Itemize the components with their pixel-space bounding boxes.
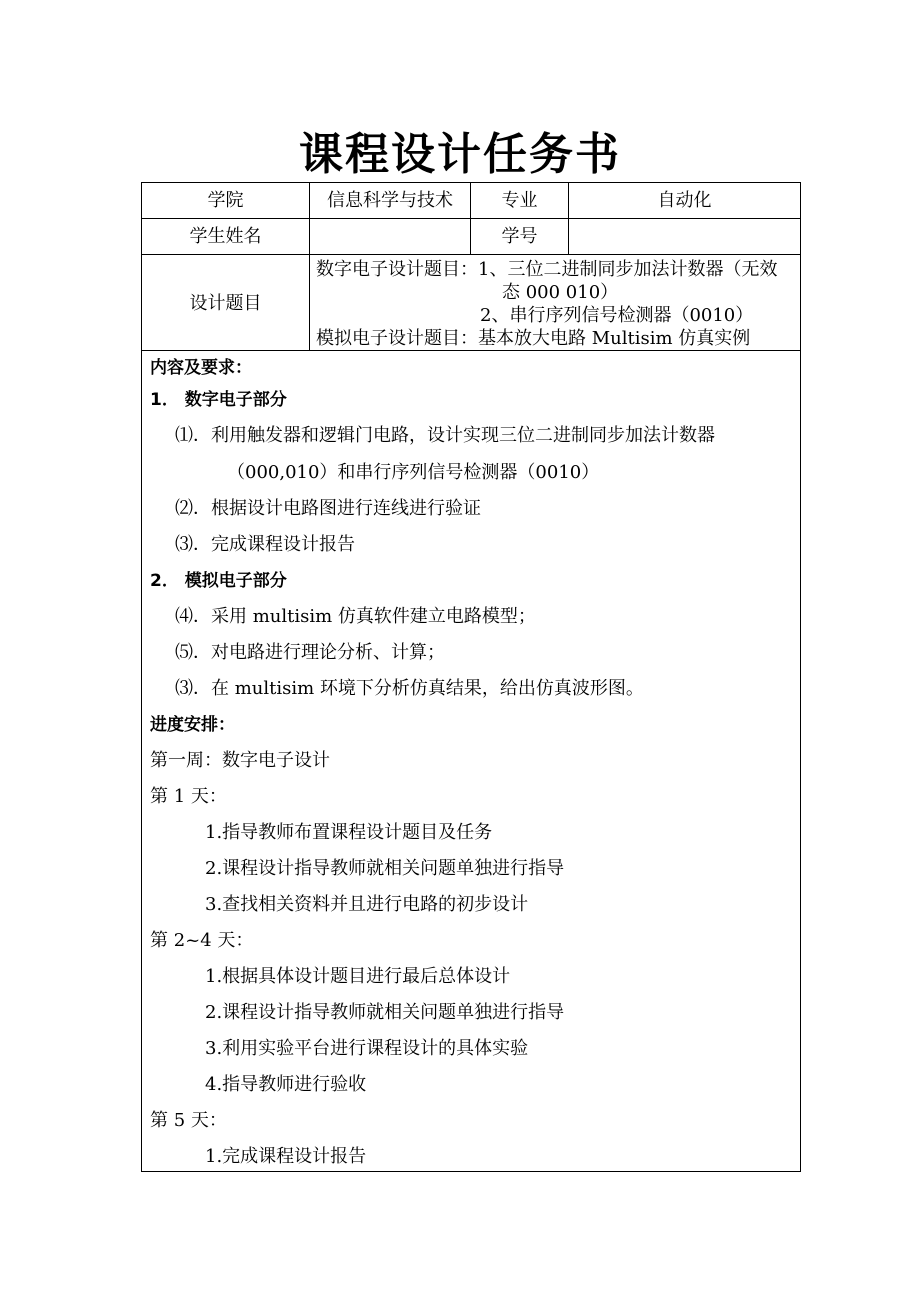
- content-heading: 内容及要求：: [150, 358, 252, 378]
- schedule-week: 第一周：数字电子设计: [150, 750, 330, 771]
- task-table: [141, 182, 801, 1172]
- page-title: 课程设计任务书: [299, 129, 621, 180]
- schedule-item: 3.利用实验平台进行课程设计的具体实验: [205, 1038, 529, 1059]
- schedule-heading: 进度安排：: [150, 715, 235, 735]
- requirement-item: ⑵．根据设计电路图进行连线进行验证: [175, 498, 481, 519]
- requirement-item: ⑷．采用 multisim 仿真软件建立电路模型；: [175, 606, 536, 627]
- major-label: 专业: [501, 190, 538, 211]
- schedule-item: 1.完成课程设计报告: [205, 1146, 367, 1167]
- schedule-item: 4.指导教师进行验收: [205, 1074, 367, 1095]
- topic-line: 模拟电子设计题目：基本放大电路 Multisim 仿真实例: [316, 328, 751, 349]
- schedule-item: 1.根据具体设计题目进行最后总体设计: [205, 966, 511, 987]
- section-heading: 1． 数字电子部分: [150, 390, 287, 410]
- student-name-label: 学生姓名: [189, 226, 262, 247]
- major-value: 自动化: [657, 190, 712, 211]
- requirement-item: ⑴．利用触发器和逻辑门电路，设计实现三位二进制同步加法计数器: [175, 425, 715, 446]
- student-id-label: 学号: [501, 226, 538, 247]
- row-divider: [142, 218, 800, 219]
- schedule-item: 2.课程设计指导教师就相关问题单独进行指导: [205, 1002, 565, 1023]
- section-heading: 2． 模拟电子部分: [150, 571, 287, 591]
- topic-line: 2、串行序列信号检测器（0010）: [480, 305, 754, 326]
- college-value: 信息科学与技术: [327, 190, 453, 211]
- schedule-day: 第 1 天：: [150, 786, 227, 807]
- schedule-item: 3.查找相关资料并且进行电路的初步设计: [205, 894, 529, 915]
- schedule-day: 第 5 天：: [150, 1110, 227, 1131]
- schedule-item: 2.课程设计指导教师就相关问题单独进行指导: [205, 858, 565, 879]
- requirement-item: ⑶．在 multisim 环境下分析仿真结果，给出仿真波形图。: [175, 678, 644, 699]
- topic-line: 数字电子设计题目：1、三位二进制同步加法计数器（无效: [316, 259, 778, 280]
- schedule-item: 1.指导教师布置课程设计题目及任务: [205, 822, 493, 843]
- requirement-item: ⑸．对电路进行理论分析、计算；: [175, 642, 445, 663]
- topic-label: 设计题目: [189, 293, 262, 314]
- college-label: 学院: [207, 190, 244, 211]
- topic-line: 态 000 010）: [502, 282, 619, 303]
- requirement-item: ⑶．完成课程设计报告: [175, 534, 355, 555]
- requirement-item: （000,010）和串行序列信号检测器（0010）: [227, 462, 600, 483]
- row-divider: [142, 254, 800, 255]
- schedule-day: 第 2~4 天：: [150, 930, 254, 951]
